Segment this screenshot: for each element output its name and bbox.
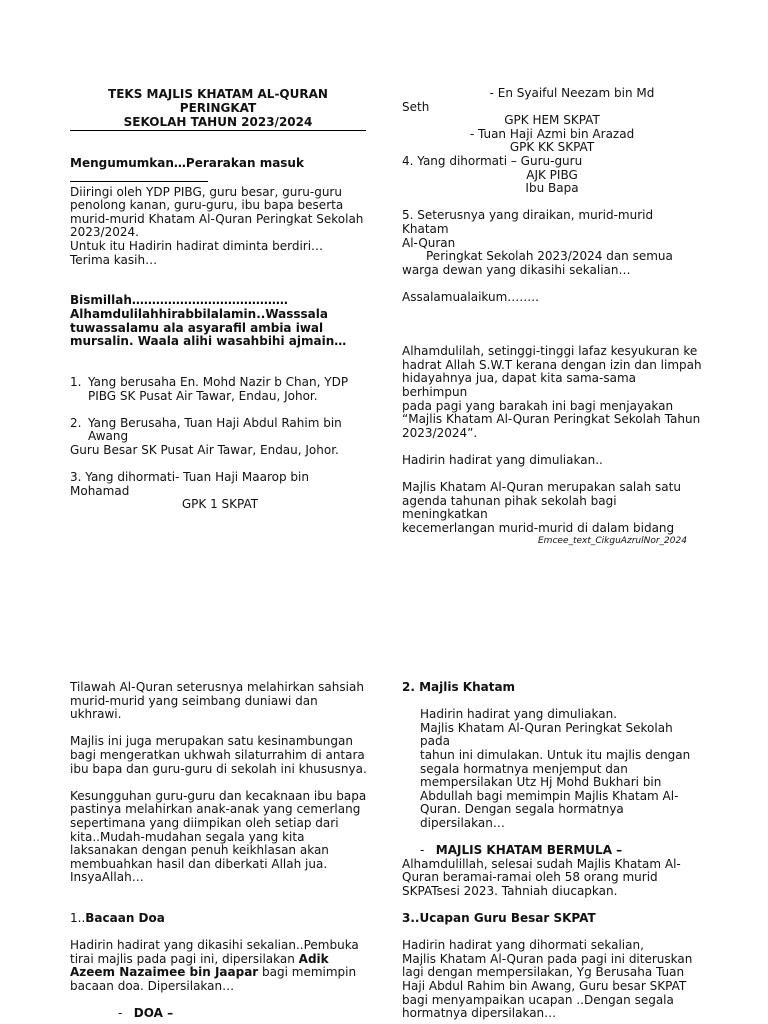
paragraph-line: Majlis Khatam Al-Quran Peringkat Sekolah pada [420,720,673,749]
paragraph-line: hidayahnya jua, dapat kita sama-sama berhimpun [402,371,637,400]
paragraph-line: Quran. Dengan segala hormatnya [420,802,624,817]
student-name: Azeem Nazaimee bin Jaapar [70,965,259,980]
title-line-2: SEKOLAH TAHUN 2023/2024 [123,115,313,129]
ucapan-paragraph [402,939,702,1021]
paragraph-line: kita..Mudah-mudahan segala yang kita [70,829,305,844]
paragraph-line: laksanakan dengan penuh keikhlasan akan [70,843,329,858]
intro-paragraph [70,186,370,268]
student-name: Adik [298,951,329,966]
paragraph-line: membuahkan hasil dan diberkati Allah jua. [70,856,328,871]
paragraph-line: bagi menyampaikan ucapan ..Dengan segala [402,992,674,1007]
paragraph-line: Quran beramai-ramai oleh 58 orang murid [402,870,658,885]
bismillah-line: mursalin. Waala alihi wasahbihi ajmain… [70,334,347,349]
document-title [70,87,366,131]
intro-line: 2023/2024. [70,225,139,240]
item-role: GPK 1 SKPAT [181,497,259,512]
paragraph-line: Alhamdulilah, setinggi-tinggi lafaz kesyukuran ke [402,344,698,359]
item-text: 3. Yang dihormati- Tuan Haji Maarop bin [70,470,309,485]
paragraph-line: Hadirin hadirat yang dikasihi sekalian..Pembuka [70,938,359,953]
paragraph-line: hormatnya dipersilakan… [402,1006,557,1021]
paragraph-line: lagi dengan mempersilakan, Yg Berusaha Tuan [402,965,685,980]
section-number: 1.. [70,911,86,926]
paragraph-line: tahun ini dimulakan. Untuk itu majlis dengan [420,747,691,762]
item-text: Yang Berusaha, Tuan Haji Abdul Rahim bin [88,415,342,430]
guest-line: - En Syaiful Neezam bin Md [489,86,655,100]
announcement-underline [70,171,208,182]
agenda-paragraph [402,481,702,535]
khatam-paragraph [402,708,702,830]
dash-bullet: - [118,1006,123,1021]
ukhwah-paragraph [70,735,370,776]
intro-line: penolong kanan, guru-guru, ibu bapa beserta [70,198,344,213]
paragraph-line: segala hormatnya menjemput dan [420,761,628,776]
paragraph-line: Abdullah bagi memimpin Majlis Khatam Al- [420,788,679,803]
page2-left-column [70,681,370,1021]
doa-paragraph [70,939,370,993]
guest-role: GPK KK SKPAT [509,140,595,155]
item-number: 1. [70,374,82,389]
document-page-2 [0,640,768,1024]
doa-heading [70,912,370,926]
bismillah-paragraph [70,294,370,348]
guest-line: Al-Quran [402,235,456,250]
paragraph-line: agenda tahunan pihak sekolah bagi meningkatkan [402,493,617,522]
paragraph-line: murid-murid yang seimbang duniawi dan ukhrawi. [70,693,318,722]
page-footer: Emcee_text_CikguAzrulNor_2024 [538,536,687,546]
dash-bullet: - [420,843,425,858]
bismillah-line: Bismillah………………………………… [70,293,288,308]
paragraph-line: “Majlis Khatam Al-Quran Peringkat Sekolah Tahun [402,412,701,427]
intro-line: Diiringi oleh YDP PIBG, guru besar, guru-guru [70,184,342,199]
salam-line: Assalamualaikum…….. [402,289,539,304]
item-text: Guru Besar SK Pusat Air Tawar, Endau, Johor. [70,442,339,457]
paragraph-line: Majlis Khatam Al-Quran pada pagi ini diteruskan [402,951,693,966]
guest-role: GPK HEM SKPAT [504,113,600,128]
intro-line: Terima kasih… [70,252,158,267]
item-text: PIBG SK Pusat Air Tawar, Endau, Johor. [88,388,318,403]
paragraph-line: pastinya melahirkan anak-anak yang cemerlang [70,802,361,817]
paragraph-line: bagi mengeratkan ukhwah silaturrahim di antara [70,747,365,762]
paragraph-line: Hadirin hadirat yang dihormati sekalian, [402,938,644,953]
paragraph-line: hadrat Allah S.W.T kerana dengan izin dan limpah [402,357,702,372]
guest-line: - Tuan Haji Azmi bin Arazad [469,126,635,141]
page2-right-column [402,681,702,1021]
bermula-label: MAJLIS KHATAM BERMULA – [435,843,623,858]
intro-line: Untuk itu Hadirin hadirat diminta berdiri… [70,238,324,253]
section-heading: 2. Majlis Khatam [402,680,516,694]
intro-line: murid-murid Khatam Al-Quran Peringkat Sekolah [70,211,364,226]
paragraph-line: Tilawah Al-Quran seterusnya melahirkan sahsiah [70,680,364,694]
title-line-1: TEKS MAJLIS KHATAM AL-QURAN PERINGKAT [108,87,328,115]
paragraph-line: Kesungguhan guru-guru dan kecaknaan ibu bapa [70,788,367,803]
gratitude-paragraph [402,345,702,440]
bismillah-line: Alhamdulilahhirabbilalamin..Wasssala [70,306,328,321]
paragraph-line: Majlis Khatam Al-Quran merupakan salah satu [402,480,681,495]
guest-item-1 [70,376,370,403]
paragraph-text: bagi memimpin [258,965,357,980]
doa-marker [70,1007,370,1021]
guest-line: 4. Yang dihormati – Guru-guru [402,153,583,168]
tilawah-paragraph [70,681,370,722]
page1-left-column [70,87,370,512]
paragraph-line: Hadirin hadirat yang dimuliakan. [420,707,618,722]
paragraph-line: bacaan doa. Dipersilakan… [70,979,235,994]
kesungguhan-paragraph [70,790,370,885]
bermula-marker [402,844,702,858]
guest-line: Seth [402,99,430,114]
guest-item-2 [70,417,370,458]
item-text: Mohamad [70,483,130,498]
paragraph-line: ibu bapa dan guru-guru di sekolah ini khususnya. [70,761,367,776]
announcement-heading: Mengumumkan…Perarakan masuk [70,156,304,170]
paragraph-line: SKPATsesi 2023. Tahniah diucapkan. [402,883,618,898]
paragraph-line: Haji Abdul Rahim bin Awang, Guru besar SKPAT [402,979,687,994]
guest-line: Peringkat Sekolah 2023/2024 dan semua [426,249,673,264]
paragraph-line: dipersilakan… [420,815,505,830]
page1-right-column [402,87,702,536]
paragraph-text: tirai majlis pada pagi ini, dipersilakan [70,951,299,966]
paragraph-line: Alhamdulillah, selesai sudah Majlis Khatam Al- [402,856,681,871]
item-number: 2. [70,415,82,430]
section-title: Bacaan Doa [85,911,165,926]
paragraph-line: kecemerlangan murid-murid di dalam bidang [402,521,675,535]
item-text: Yang berusaha En. Mohd Nazir b Chan, YDP [88,374,349,389]
completion-paragraph [402,858,702,899]
item-text: Awang [88,429,129,444]
guest-item-3 [70,471,370,512]
hadirin-line: Hadirin hadirat yang dimuliakan.. [402,453,603,468]
paragraph-line: mempersilakan Utz Hj Mohd Bukhari bin [420,775,662,790]
bismillah-line: tuwassalamu ala asyarafil ambia iwal [70,320,324,335]
paragraph-line: sepertimana yang diimpikan oleh setiap dari [70,815,339,830]
guest-line: warga dewan yang dikasihi sekalian… [402,262,631,277]
paragraph-line: Majlis ini juga merupakan satu kesinambungan [70,734,353,749]
doa-label: DOA – [133,1006,174,1021]
paragraph-line: pada pagi yang barakah ini bagi menjayakan [402,398,674,413]
section-heading: 3..Ucapan Guru Besar SKPAT [402,911,596,926]
paragraph-line: InsyaAllah… [70,870,144,885]
paragraph-line: 2023/2024”. [402,425,478,440]
guest-role: AJK PIBG [526,167,578,182]
guest-role: Ibu Bapa [525,181,579,196]
guest-line: 5. Seterusnya yang diraikan, murid-murid Khatam [402,208,654,236]
